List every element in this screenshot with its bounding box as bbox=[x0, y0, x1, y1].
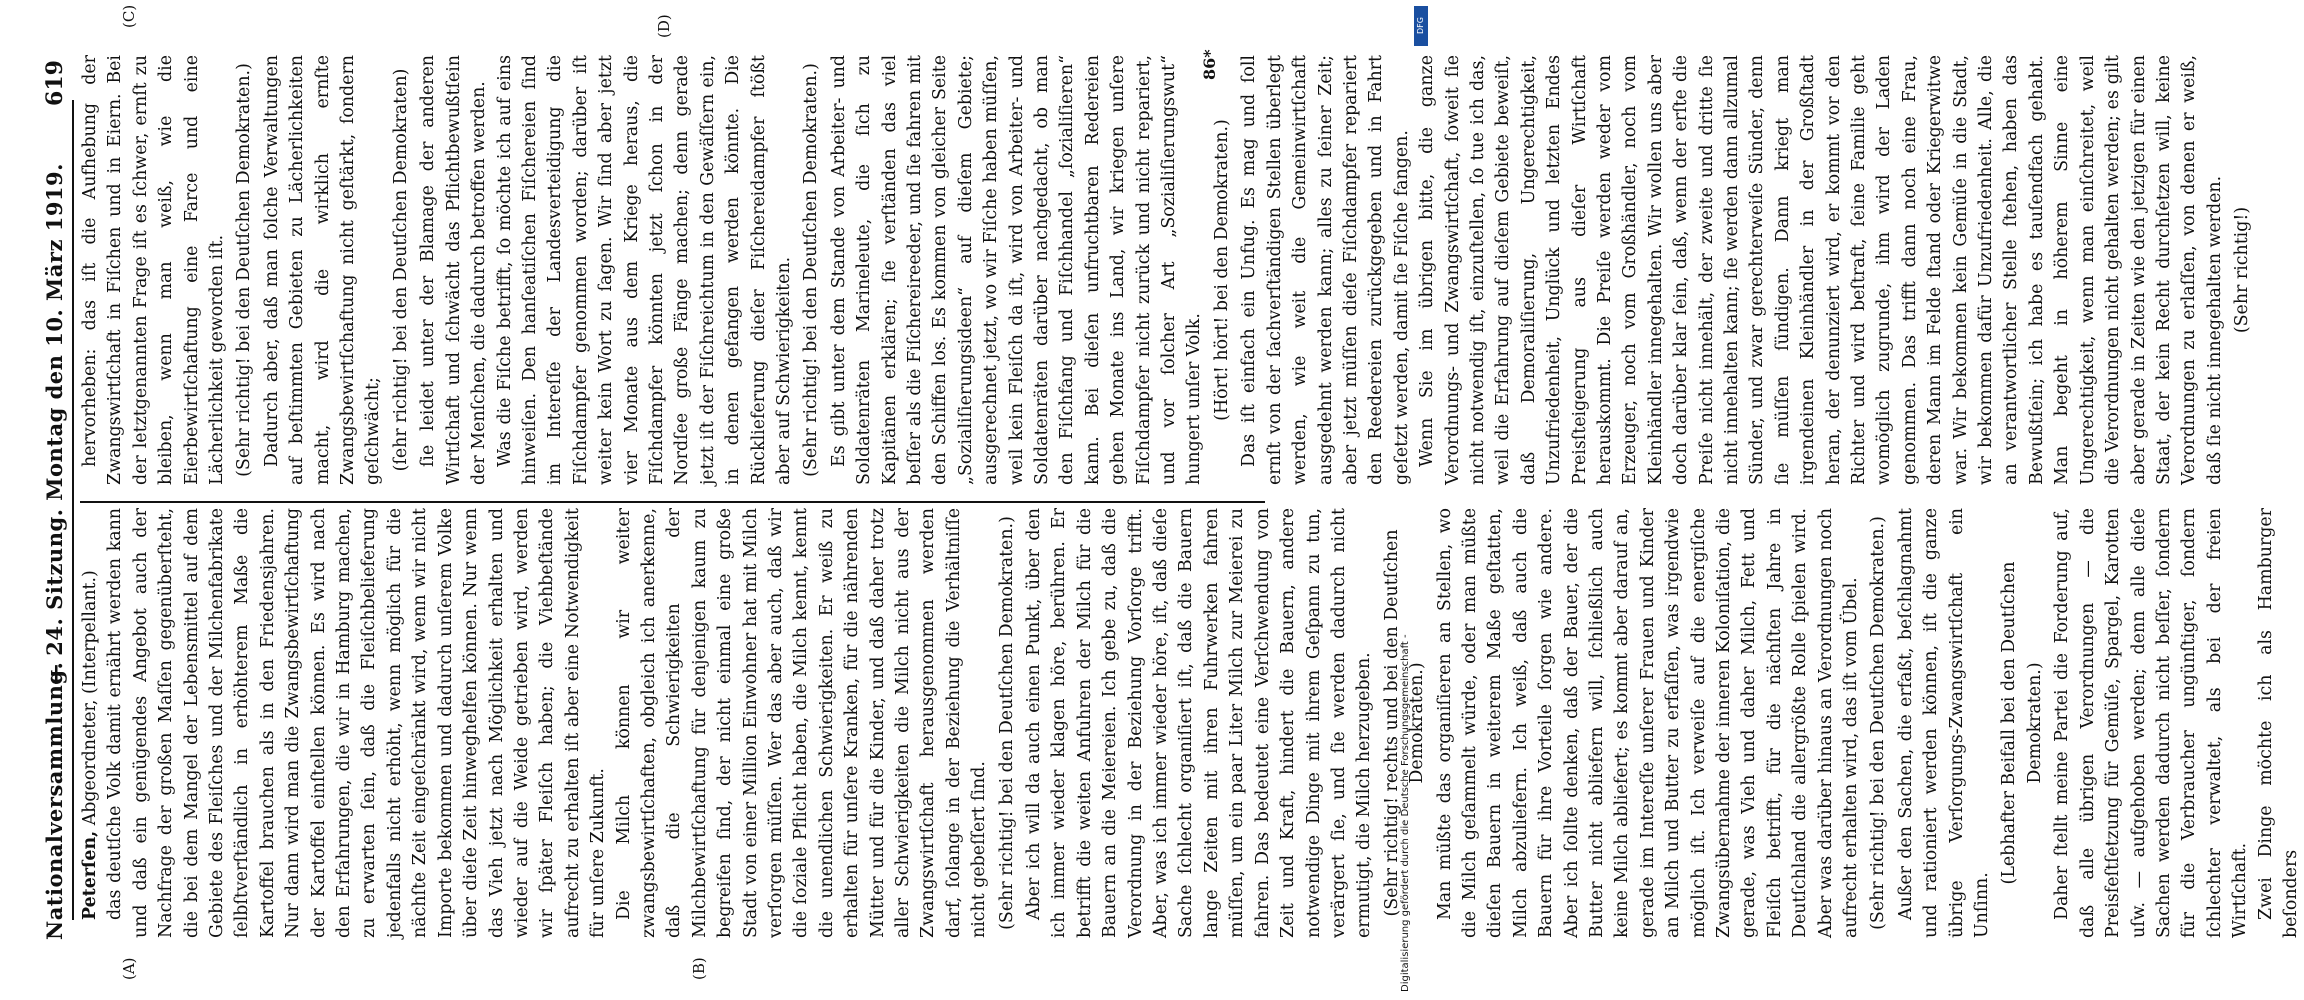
margin-mark-a: (A) bbox=[120, 957, 138, 980]
paragraph: Das iſt einfach ein Unfug. Es mag und ſoll ernſt von der ſachverſtändigen Stellen überlegt werden, wie weit die Gemeinwirtſchaft ausgedehnt werden kann; alles zu ſeiner Zeit; aber jetzt müſſen dieſe Fiſchdampfer repariert den Reedereien zurückgegeben und in Fahrt geſetzt werden, damit ſie Fiſche fangen. bbox=[1239, 55, 1412, 485]
interjection: (Lebhafter Beifall bei den Deutſchen Demokraten.) bbox=[1999, 561, 2045, 885]
interjection: (Sehr richtig! bei den Deutſchen Demokraten.) bbox=[801, 63, 822, 477]
interjection: (Sehr richtig! rechts und bei den Deutſchen Demokraten.) bbox=[1381, 529, 1428, 917]
margin-mark-d: (D) bbox=[655, 14, 673, 38]
interjection: (ſehr richtig! bei den Deutſchen Demokraten) bbox=[390, 68, 411, 472]
header-session-date: — 24. Sitzung. Montag den 10. März 1919. bbox=[42, 163, 67, 685]
dfg-logo: DFG bbox=[1414, 6, 1428, 46]
paragraph: hervorheben: das iſt die Aufhebung der Zwangswirtſchaft in Fiſchen und in Eiern. Bei der letztgenannten Frage iſt es ſchwer, ernſt zu bleiben, wenn man weiß, wie die Eierbewirtſchaftung eine Farce und eine Lächerlichkeit geworden iſt. bbox=[80, 55, 228, 485]
paragraph: Daher ſtellt meine Partei die Forderung auf, daß alle übrigen Verordnungen — die Preisfeſtſetzung für Gemüſe, Spargel, Karotten uſw. — aufgehoben werden; denn alle dieſe Sachen werden dadurch nicht beſſer, ſondern für die Verbraucher ungünſtiger, ſondern ſchlechter verwaltet, als bei der freien Wirtſchaft. bbox=[2052, 508, 2251, 938]
column-divider bbox=[80, 501, 1265, 503]
interjection: (Sehr richtig!) bbox=[2232, 206, 2253, 334]
paragraph: Was die Fiſche betrifft, ſo möchte ich auf eins hinweiſen. Den hanſeatiſchen Fiſchereien ſind im Intereſſe der Landesverteidigung die Fiſchdampfer genommen worden; darüber iſt weiter kein Wort zu ſagen. Wir ſind aber jetzt vier Monate aus dem Kriege heraus, die Fiſchdampfer könnten jetzt ſchon in der Nordſee große Fänge machen; denn gerade jetzt iſt der Fiſchreichtum in den Gewäſſern ein, in denen gefangen werden könnte. Die Rücklieferung dieſer Fiſchereidampfer ſtößt aber auf Schwierigkeiten. bbox=[494, 55, 794, 485]
interjection: (Sehr richtig! bei den Deutſchen Demokraten.) bbox=[1868, 516, 1889, 930]
paragraph: ſie leidet unter der Blamage der anderen Wirtſchaft und ſchwächt das Pflichtbewußtſein der Menſchen, die dadurch betroffen werden. bbox=[418, 55, 490, 485]
right-column bbox=[78, 55, 2253, 485]
header-rule bbox=[72, 100, 74, 920]
page-number: 619 bbox=[42, 60, 68, 106]
interjection: (Sehr richtig! bei den Deutſchen Demokraten.) bbox=[996, 516, 1017, 930]
paragraph: das deutſche Volk damit ernährt werden kann und daß ein genügendes Angebot auch der Nachfrage der großen Maſſen gegenüberſteht, die bei dem Mangel der Lebensmittel auf dem Gebiete des Fleiſches und der Milchenfabrikate ſelbſtverſtändlich in erhöhterem Maße die Kartoffel brauchen als in den Friedensjahren. Nur dann wird man die Zwangsbewirtſchaftung der Kartoffel einſtellen können. Es wird nach den Erfahrungen, die wir in Hamburg machen, zu erwarten ſein, daß die Fleiſchbelieferung jedenfalls nicht erhöht, wenn möglich für die nächſte Zeit eingeſchränkt wird, wenn wir nicht Importe bekommen und dadurch unſerem Volke über dieſe Zeit hinweghelfen können. Nur wenn das Vieh jetzt nach Möglichkeit erhalten und wieder auf die Weide getrieben wird, werden wir ſpäter Fleiſch haben; die Viehbeſtände aufrecht zu erhalten iſt aber eine Notwendigkeit für unſere Zukunft. bbox=[105, 508, 609, 938]
paragraph: Wenn Sie im übrigen bitte, die ganze Verordnungs- und Zwangswirtſchaft, ſoweit ſie nicht notwendig iſt, einzuſtellen, ſo tue ich das, weil die Erfahrung auf dieſem Gebiete beweiſt, daß Demoraliſierung, Ungerechtigkeit, Unzufriedenheit, Unglück und letzten Endes Preisſteigerung aus dieſer Wirtſchaft herauskommt. Die Preiſe werden weder vom Erzeuger, noch vom Großhändler, noch vom Kleinhändler innegehalten. Wir wollen uns aber doch darüber klar ſein, daß, wenn der erſte die Preiſe nicht innehält, der zweite und dritte ſie nicht innehalten kann; ſie werden dann allzumal Sünder, und zwar gerechterweiſe Sünder, denn ſie müſſen ſündigen. Dann kriegt man irgendeinen Kleinhändler in der Großſtadt heran, der denunziert wird, er kommt vor den Richter und wird beſtraft, ſeine Familie geht womöglich zugrunde, ihm wird der Laden genommen. Das trifft dann noch eine Frau, deren Mann im Felde ſtand oder Kriegerwitwe war. Wir bekommen kein Gemüſe in die Stadt, wir bekommen dafür Unzufriedenheit. Alle, die an verantwortlicher Stelle ſtehen, haben das Bewußtſein; ich habe es tauſendfach gehabt. Man begeht in höherem Sinne eine Ungerechtigkeit, wenn man einſchreitet, weil die Verordnungen nicht gehalten werden; es gilt aber gerade in Zeiten wie den jetzigen für einen Staat, der kein Recht durchſetzen will, keine Verordnungen zu erlaſſen, von denen er weiß, daß ſie nicht innegehalten werden. bbox=[1417, 55, 2225, 485]
paragraph: Außer den Sachen, die erfaßt, beſchlagnahmt und rationiert werden können, iſt die ganze übrige Verſorgungs-Zwangswirtſchaft ein Unſinn. bbox=[1895, 508, 1993, 938]
interjection: (Hört! hört! bei den Demokraten.) bbox=[1211, 119, 1232, 421]
speaker-note: Abgeordneter, (Interpellant.) bbox=[80, 570, 100, 826]
paragraph: Man müßte das organiſieren an Stellen, wo die Milch geſammelt würde, oder man müßte dieſen Bauern in weiterem Maße geſtatten, Milch abzuliefern. Ich weiß, daß auch die Bauern für ihre Vorteile ſorgen wie andere. Aber ich ſollte denken, daß der Bauer, der die Butter nicht abliefern will, ſchließlich auch keine Milch abliefert; es kommt aber darauf an, gerade im Intereſſe unſerer Frauen und Kinder an Milch und Butter zu erfaſſen, was irgendwie möglich iſt. Ich verweiſe auf die energiſche Zwangsübernahme der inneren Koloniſation, die gerade, was Vieh und daher Milch, Fett und Fleiſch betrifft, für die nächſten Jahre in Deutſchland die allergrößte Rolle ſpielen wird. Aber was darüber hinaus an Verordnungen noch aufrecht erhalten wird, das iſt vom Übel. bbox=[1434, 508, 1862, 938]
speaker-line bbox=[78, 508, 103, 938]
paragraph: Zwei Dinge möchte ich als Hamburger beſonders bbox=[2255, 508, 2301, 938]
paragraph: Die Milch können wir weiter zwangsbewirtſchaften, obgleich ich anerkenne, daß die Schwierigkeiten der Milchbewirtſchaftung für denjenigen kaum zu begreifen ſind, der nicht einmal eine große Stadt von einer Million Einwohner hat mit Milch verſorgen müſſen. Wer das aber auch, daß wir die ſoziale Pflicht haben, die Milch kennt, kennt die unendlichen Schwierigkeiten. Er weiß zu erhalten für unſere Kranken, für die nährenden Mütter und für die Kinder, und daß daher trotz aller Schwierigkeiten die Milch nicht aus der Zwangswirtſchaft herausgenommen werden darf, ſolange in der Beziehung die Verhältniſſe nicht gebeſſert ſind. bbox=[613, 508, 990, 938]
paragraph: Dadurch aber, daß man ſolche Verwaltungen auf beſtimmten Gebieten zu Lächerlichkeiten macht, wird die wirklich ernſte Zwangsbewirtſchaftung nicht geſtärkt, ſondern geſchwächt; bbox=[261, 55, 384, 485]
header-title: Nationalversammlung. bbox=[42, 661, 67, 940]
paragraph: Aber ich will da auch einen Punkt, über den ich immer wieder klagen höre, berühren. Er betrifft die weiten Anfuhren der Milch für die Bauern an die Meiereien. Ich gebe zu, daß die Verordnung in der Beziehung Vorſorge trifft. Aber, was ich immer wieder höre, iſt, daß dieſe Sache ſchlecht organiſiert iſt, daß die Bauern lange Zeiten mit ihren Fuhrwerken fahren müſſen, um ein paar Liter Milch zur Meierei zu fahren. Das bedeutet eine Verſchwendung von Zeit und Kraft, hindert die Bauern, andere notwendige Dinge mit ihrem Geſpann zu tun, verärgert ſie, und ſie werden dadurch nicht ermutigt, die Milch herzugeben. bbox=[1024, 508, 1375, 938]
speaker-name: Peterſen, bbox=[80, 830, 100, 920]
digitization-credit: Digitalisierung gefördert durch die Deutsche Forschungsgemeinschaft - bbox=[1400, 634, 1411, 992]
paragraph: Es gibt unter dem Stande von Arbeiter- und Soldatenräten Marineleute, die ſich zu Kapitänen erklären; ſie verſtänden das viel beſſer als die Fiſchereireeder, und ſie fahren mit den Schiffen los. Es kommen von gleicher Seite „Sozialiſierungsideen“ auf dieſem Gebiete; ausgerechnet jetzt, wo wir Fiſche haben müſſen, weil kein Fleiſch da iſt, wird von Arbeiter- und Soldatenräten darüber nachgedacht, ob man den Fiſchfang und Fiſchhandel „ſozialiſieren“ kann. Bei dieſen unfruchtbaren Redereien gehen Monate ins Land, wir kriegen unſere Fiſchdampfer nicht zurück und nicht repariert, und vor ſolcher Art „Sozialiſierungswut“ hungert unſer Volk. bbox=[828, 55, 1205, 485]
margin-mark-b: (B) bbox=[690, 957, 708, 980]
footer-mark: 86* bbox=[1200, 49, 1219, 80]
interjection: (Sehr richtig! bei den Deutſchen Demokraten.) bbox=[234, 63, 255, 477]
page-header bbox=[40, 40, 70, 960]
margin-mark-c: (C) bbox=[120, 4, 138, 28]
